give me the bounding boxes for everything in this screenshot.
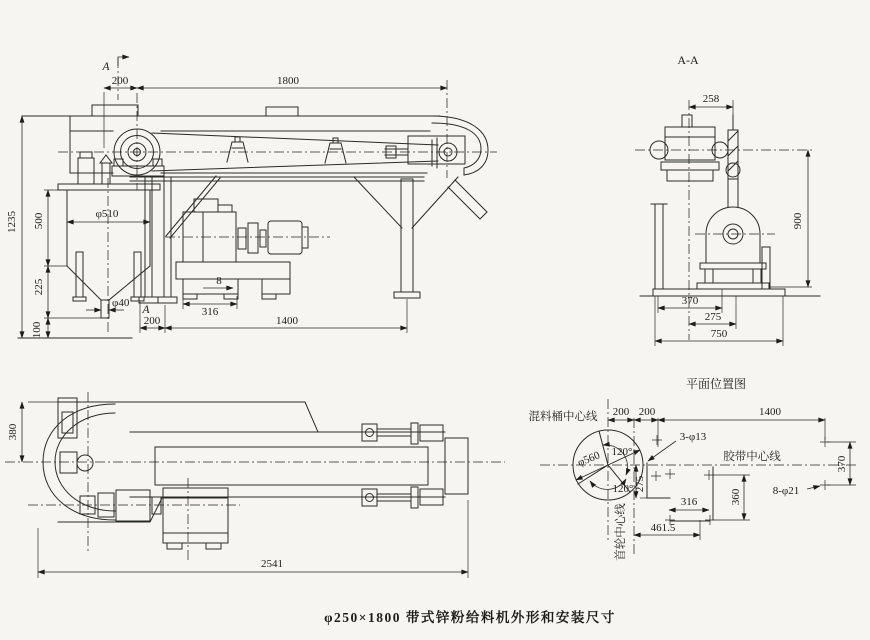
front-elevation-view: [6, 57, 497, 338]
front-elevation-centerlines: [58, 58, 497, 334]
top-plan-centerlines: [5, 392, 505, 560]
plan-position-view: [529, 377, 859, 561]
dim-angle-2: 120°: [612, 483, 634, 495]
label-headwheel-centerline: 首轮中心线: [615, 503, 627, 561]
dim-461-5: 461.5: [650, 522, 676, 534]
dim-200-top: 200: [111, 75, 129, 87]
label-belt-centerline: 胶带中心线: [723, 451, 781, 463]
section-title: A-A: [677, 53, 699, 67]
section-marker-a-bottom: A: [142, 304, 150, 316]
section-aa-centerlines: [635, 100, 812, 340]
top-plan-view: [5, 392, 505, 578]
dim-angle-1: 120°: [611, 446, 633, 458]
top-plan-dimensions: [7, 402, 468, 578]
drawing-caption: φ250×1800 带式锌粉给料机外形和安装尺寸: [324, 610, 616, 625]
section-marker-a-top: A: [102, 61, 110, 73]
section-aa-dimensions: [655, 93, 812, 346]
dim-370-plan: 370: [836, 455, 848, 473]
dim-316: 316: [201, 306, 219, 318]
dim-275-section: 275: [704, 311, 722, 323]
label-barrel-centerline: 混料桶中心线: [528, 411, 598, 423]
dim-360: 360: [730, 488, 742, 506]
dim-phi560: φ560: [576, 449, 602, 470]
dim-900: 900: [792, 212, 804, 230]
dim-8: 8: [216, 275, 222, 287]
plan-dimensions: [529, 406, 857, 561]
section-aa-view: [635, 53, 820, 346]
dim-phi510: φ510: [95, 208, 119, 220]
dim-1400-plan: 1400: [759, 406, 781, 418]
dim-2541: 2541: [261, 558, 283, 570]
dim-1400: 1400: [276, 315, 298, 327]
dim-phi40: φ40: [112, 297, 130, 309]
dim-275-plan: 275: [634, 475, 646, 493]
dim-225: 225: [33, 278, 45, 296]
section-aa-linework: [640, 115, 820, 296]
dim-200-a: 200: [612, 406, 630, 418]
dim-200-bottom: 200: [143, 315, 161, 327]
plan-linework: [573, 430, 830, 525]
front-elevation-dimensions: [6, 57, 447, 338]
dim-500: 500: [33, 212, 45, 230]
dim-8-phi21: 8-φ21: [772, 485, 800, 497]
dim-380: 380: [7, 423, 19, 441]
dim-750: 750: [710, 328, 728, 340]
dim-200-b: 200: [638, 406, 656, 418]
dim-1800: 1800: [277, 75, 299, 87]
dim-370-section: 370: [681, 295, 699, 307]
dim-3-phi13: 3-φ13: [679, 431, 707, 443]
front-elevation-linework: [18, 105, 488, 338]
dim-1235: 1235: [6, 211, 18, 233]
dim-316-plan: 316: [680, 496, 698, 508]
dim-258: 258: [702, 93, 720, 105]
plan-title: 平面位置图: [685, 377, 747, 391]
dim-100: 100: [31, 321, 43, 339]
top-plan-linework: [43, 398, 468, 549]
